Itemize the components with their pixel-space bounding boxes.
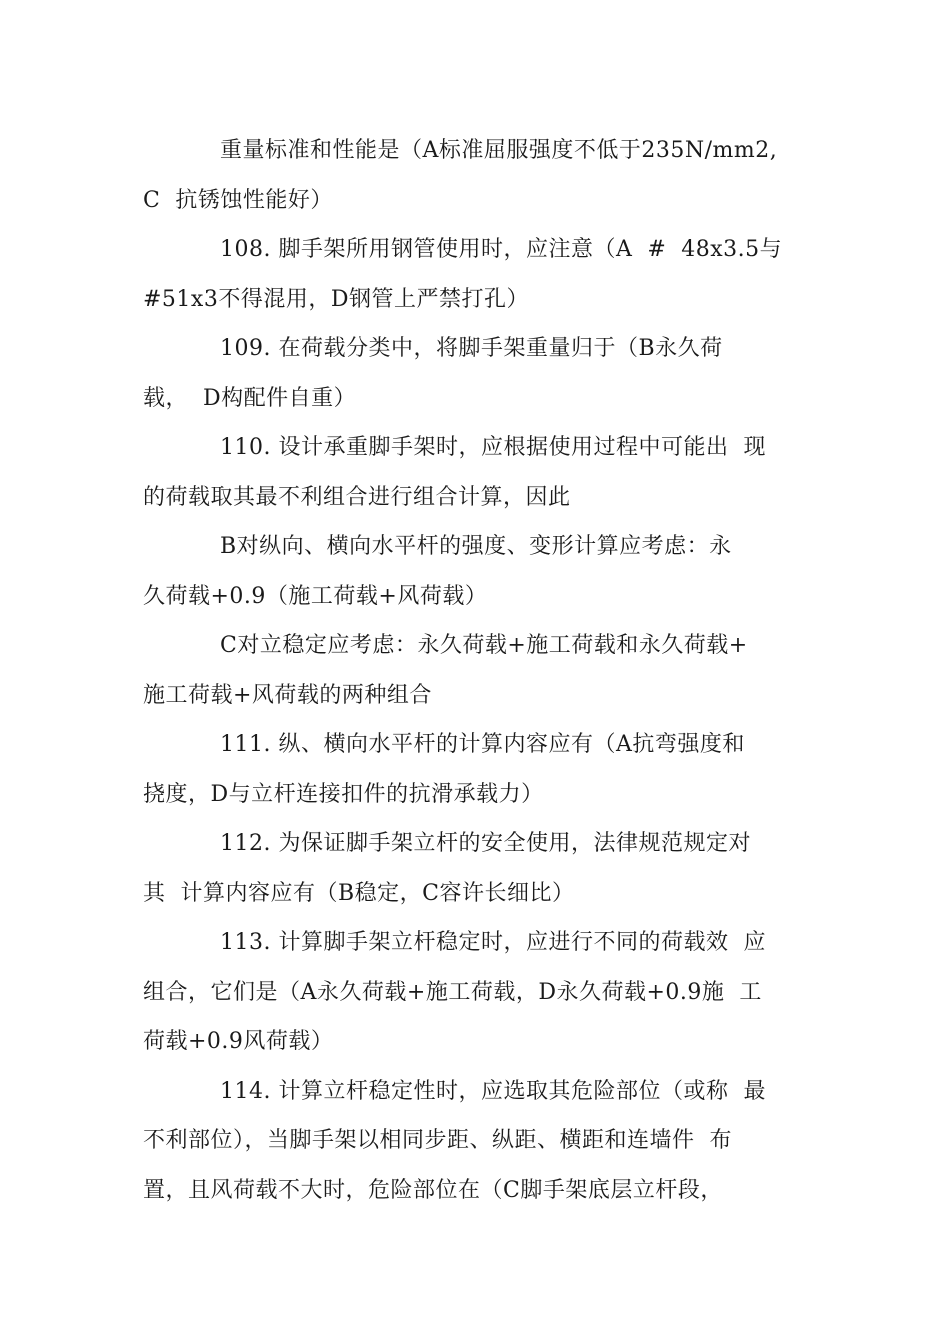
document-body xyxy=(143,126,833,1215)
paragraph-108: 108. 脚手架所用钢管使用时，应注意（A # 48x3.5与 #51x3不得混用，D钢管上严禁打孔） xyxy=(143,237,783,312)
paragraph-110-b: B对纵向、横向水平杆的强度、变形计算应考虑：永 久荷载+0.9（施工荷载+风荷载） xyxy=(143,534,732,609)
paragraph-110: 110. 设计承重脚手架时，应根据使用过程中可能出 现 的荷载取其最不利组合进行组合计算，因此 xyxy=(143,435,766,510)
paragraph-114: 114. 计算立杆稳定性时，应选取其危险部位（或称 最 不利部位），当脚手架以相同步距、纵距、横距和连墙件 布 置，且风荷载不大时，危险部位在（C脚手架底层立杆段， xyxy=(143,1078,766,1203)
paragraph-112: 112. 为保证脚手架立杆的安全使用，法律规范规定对 其 计算内容应有（B稳定，C容许长细比） xyxy=(143,831,751,906)
paragraph-110-c: C对立稳定应考虑：永久荷载+施工荷载和永久荷载+ 施工荷载+风荷载的两种组合 xyxy=(143,633,748,708)
paragraph-109: 109. 在荷载分类中，将脚手架重量归于（B永久荷 载， D构配件自重） xyxy=(143,336,723,411)
paragraph-111: 111. 纵、横向水平杆的计算内容应有（A抗弯强度和 挠度，D与立杆连接扣件的抗滑承载力） xyxy=(143,732,745,807)
paragraph-113: 113. 计算脚手架立杆稳定时，应进行不同的荷载效 应 组合，它们是（A永久荷载+施工荷载，D永久荷载+0.9施 工 荷载+0.9风荷载） xyxy=(143,930,766,1054)
paragraph-weight-standard: 重量标准和性能是（A标准屈服强度不低于235N/mm2, C 抗锈蚀性能好） xyxy=(143,138,778,213)
